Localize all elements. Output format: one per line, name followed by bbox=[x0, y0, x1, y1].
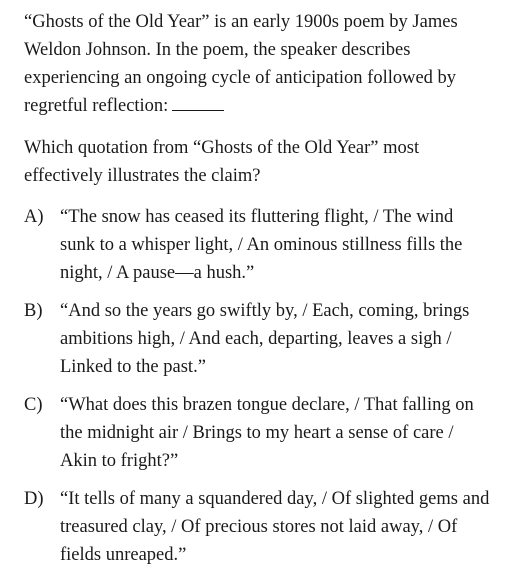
choice-letter: B) bbox=[24, 301, 43, 321]
choice-letter: C) bbox=[24, 395, 43, 415]
choice-letter: D) bbox=[24, 489, 44, 509]
answer-choices bbox=[24, 203, 492, 569]
passage-text: “Ghosts of the Old Year” is an early 1900s poem by James Weldon Johnson. In the poem, the speaker describes experiencing an ongoing cycle of anticipation followed by regretful reflection: bbox=[24, 12, 458, 116]
choice-c[interactable] bbox=[24, 391, 492, 475]
answer-blank bbox=[172, 96, 224, 111]
choice-text: “And so the years go swiftly by, / Each, coming, brings ambitions high, / And each, departing, leaves a sigh / Linked to the past.” bbox=[60, 301, 470, 377]
choice-b[interactable] bbox=[24, 297, 492, 381]
question-prompt: Which quotation from “Ghosts of the Old Year” most effectively illustrates the claim? bbox=[24, 138, 420, 186]
choice-letter: A) bbox=[24, 207, 44, 227]
passage-paragraph bbox=[24, 8, 492, 120]
choice-text: “What does this brazen tongue declare, / That falling on the midnight air / Brings to my heart a sense of care / Akin to fright?” bbox=[60, 395, 474, 471]
choice-d[interactable] bbox=[24, 485, 492, 569]
choice-text: “The snow has ceased its fluttering flight, / The wind sunk to a whisper light, / An ominous stillness fills the night, / A pause—a hush.” bbox=[60, 207, 463, 283]
choice-a[interactable] bbox=[24, 203, 492, 287]
choice-text: “It tells of many a squandered day, / Of slighted gems and treasured clay, / Of precious stores not laid away, / Of fields unreaped.” bbox=[60, 489, 490, 565]
